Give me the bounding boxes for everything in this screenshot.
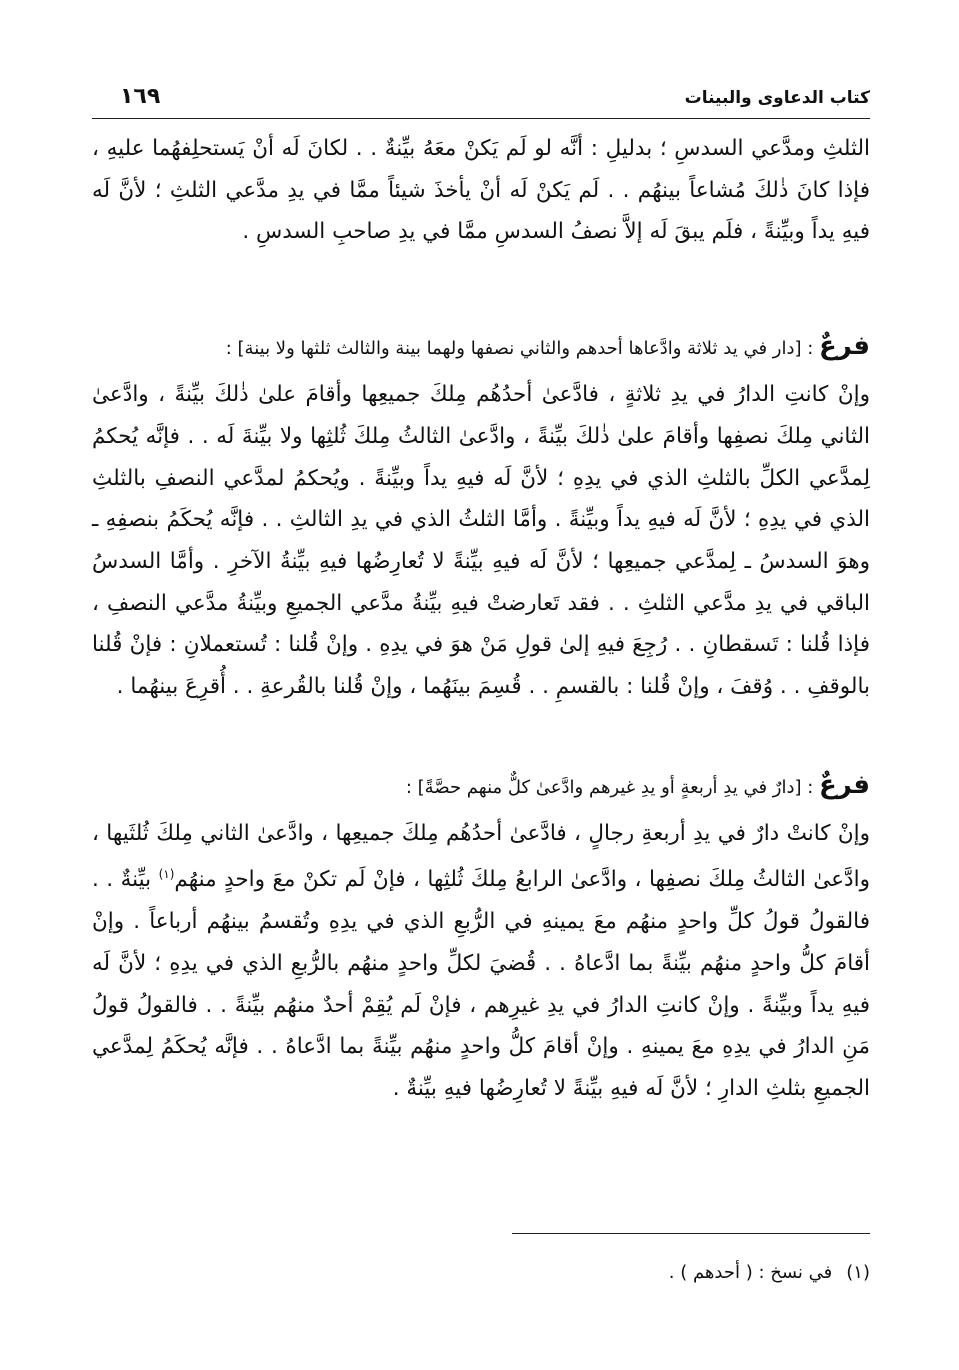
paragraph-2: وإنْ كانتِ الدارُ في يدِ ثلاثةٍ ، فادَّعىٰ أحدُهُم مِلكَ جميعِها وأقامَ علىٰ ذٰلكَ بيِّنةً ، وادَّعىٰ الثاني مِلكَ نصفِها وأقامَ علىٰ ذٰلكَ بيِّنةً ، وادَّعىٰ الثالثُ مِلكَ ثُلثِها ولا بيِّنةَ لَه . . فإنَّه يُحكمُ لِمدَّعي الكلِّ بالثلثِ الذي في يدِهِ ؛ لأنَّ لَه فيهِ يداً وبيِّنةً . ويُحكمُ لمدَّعي النصفِ بالثلثِ الذي في يدِهِ ؛ لأنَّ لَه فيهِ يداً وبيِّنةً . وأمَّا الثلثُ الذي في يدِ الثالثِ . . فإنَّه يُحكَمُ بنصفِهِ ـ وهوَ السدسُ ـ لِمدَّعي جميعِها ؛ لأنَّ لَه فيهِ بيِّنةً لا تُعارِضُها فيهِ بيِّنةُ الآخرِ . وأمَّا السدسُ الباقي في يدِ مدَّعي الثلثِ . . فقد تَعارضتْ فيهِ بيِّنةُ مدَّعي الجميعِ وبيِّنةُ مدَّعي النصفِ ، فإذا قُلنا : تَسقطانِ . . رُجِعَ فيهِ إلىٰ قولِ مَنْ هوَ في يدِهِ . وإنْ قُلنا : تُستعملانِ : فإنْ قُلنا بالوقفِ . . وُقفَ ، وإنْ قُلنا : بالقسمِ . . قُسِمَ بينَهُما ، وإنْ قُلنا بالقُرعةِ . . أُقرِعَ بينهُما . — [92, 382, 870, 700]
section-title: : [دارٌ في يدِ أربعةٍ أو يدِ غيرهم وادَّعىٰ كلٌّ منهم حصَّةً] : — [405, 776, 820, 798]
page-body — [92, 128, 870, 1110]
page-header — [92, 84, 870, 119]
footnote-number: (١) — [846, 1262, 870, 1283]
footnote-divider — [512, 1233, 870, 1234]
section-title: : [دار في يد ثلاثة وادَّعاها أحدهم والثاني نصفها ولهما بينة والثالث ثلثها ولا بينة] : — [225, 338, 820, 360]
footnote — [669, 1262, 870, 1283]
section-heading-1 — [92, 327, 870, 368]
paragraph-3-end: بيِّنةٌ . . فالقولُ قولُ كلِّ واحدٍ منهُم معَ يمينهِ في الرُّبعِ الذي في يدِهِ وتُقسمُ بينهُم أرباعاً . وإنْ أقامَ كلُّ واحدٍ منهُم بيِّنةً بما ادَّعاهُ . . قُضيَ لكلِّ واحدٍ منهُم بالرُّبعِ الذي في يدِهِ ؛ لأنَّ لَه فيهِ يداً وبيِّنةً . وإنْ كانتِ الدارُ في يدِ غيرِهم ، فإنْ لَم يُقِمْ أحدٌ منهُم بيِّنةً . . فالقولُ قولُ مَنِ الدارُ في يدِهِ معَ يمينهِ . وإنْ أقامَ كلُّ واحدٍ منهُم بيِّنةً بما ادَّعاهُ . . فإنَّه يُحكَمُ لِمدَّعي الجميعِ بثلثِ الدارِ ؛ لأنَّ لَه فيهِ بيِّنةً لا تُعارِضُها فيهِ بيِّنةٌ . — [92, 867, 870, 1102]
footnote-text: في نسخ : ( أحدهم ) . — [668, 1262, 833, 1283]
section-heading-2 — [92, 766, 870, 807]
section-label: فرعٌ — [819, 331, 870, 362]
paragraph-3 — [92, 813, 870, 1110]
running-title: كتاب الدعاوى والبينات — [684, 88, 870, 108]
footnote-reference[interactable]: (١) — [158, 867, 175, 882]
section-label: فرعٌ — [819, 769, 870, 800]
paragraph-3-start: وإنْ كانتْ دارٌ في يدِ أربعةِ رجالٍ ، فادَّعىٰ أحدُهُم مِلكَ جميعِها ، وادَّعىٰ الثاني مِلكَ ثُلثَيها ، وادَّعىٰ الثالثُ مِلكَ نصفِها ، وادَّعىٰ الرابعُ مِلكَ ثُلثِها ، فإنْ لَم تكنْ معَ واحدٍ منهُم — [92, 820, 870, 893]
paragraph-1: الثلثِ ومدَّعي السدسِ ؛ بدليلِ : أنَّه لو لَم يَكنْ معَهُ بيِّنةٌ . . لكانَ لَه أنْ يَستحلِفهُما عليهِ ، فإذا كانَ ذٰلكَ مُشاعاً بينهُم . . لَم يَكنْ لَه أنْ يأخذَ شيئاً ممَّا في يدِ مدَّعي الثلثِ ؛ لأنَّ لَه فيهِ يداً وبيِّنةً ، فلَم يبقَ لَه إلاَّ نصفُ السدسِ ممَّا في يدِ صاحبِ السدسِ . — [92, 136, 870, 245]
page-number: ١٦٩ — [120, 84, 161, 109]
